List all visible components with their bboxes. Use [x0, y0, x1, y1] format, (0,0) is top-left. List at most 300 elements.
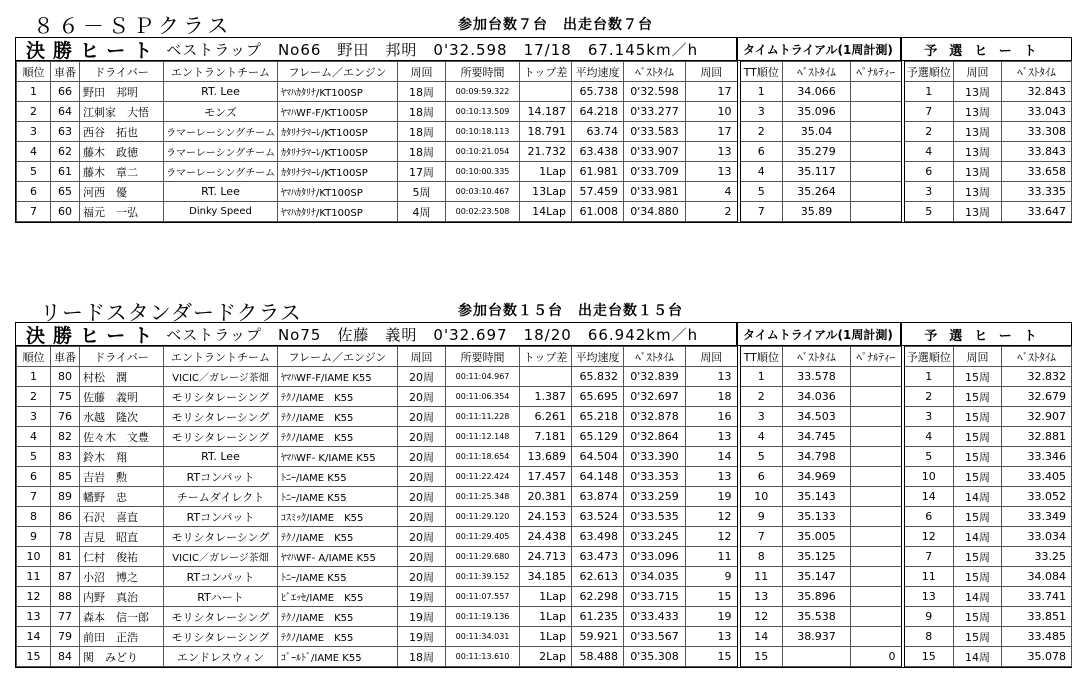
cell-best-time: 0'33.583: [624, 122, 686, 142]
cell-qual-position: 7: [903, 102, 954, 122]
results-table: [16, 61, 1072, 222]
cell-tt-position: 2: [739, 387, 783, 407]
cell-qual-laps: 15周: [954, 507, 1002, 527]
cell-car-number: 65: [51, 182, 80, 202]
cell-gap-to-top: 20.381: [520, 487, 572, 507]
cell-driver: 仁村 俊祐: [80, 547, 164, 567]
cell-laps: 5周: [398, 182, 446, 202]
cell-qual-best-time: 35.078: [1002, 647, 1072, 667]
cell-qual-position: 12: [903, 527, 954, 547]
cell-best-time: 0'32.598: [624, 82, 686, 102]
cell-car-number: 66: [51, 82, 80, 102]
cell-tt-best-time: 34.036: [783, 387, 851, 407]
cell-average-speed: 59.921: [572, 627, 624, 647]
column-header-tt-position: TT順位: [739, 347, 783, 367]
cell-qual-position: 13: [903, 587, 954, 607]
cell-best-lap-number: 12: [686, 507, 739, 527]
cell-driver: 藤木 章二: [80, 162, 164, 182]
table-row: [17, 102, 1072, 122]
cell-position: 5: [17, 162, 51, 182]
cell-position: 2: [17, 102, 51, 122]
cell-gap-to-top: 17.457: [520, 467, 572, 487]
cell-qual-position: 3: [903, 407, 954, 427]
cell-tt-position: 3: [739, 102, 783, 122]
cell-qual-laps: 15周: [954, 367, 1002, 387]
cell-frame-engine: ﾔﾏﾊｶﾀﾘﾅ/KT100SP: [278, 182, 398, 202]
cell-best-time: 0'33.709: [624, 162, 686, 182]
final-heat-header: [16, 38, 738, 60]
cell-tt-best-time: 34.969: [783, 467, 851, 487]
cell-position: 5: [17, 447, 51, 467]
cell-qual-laps: 13周: [954, 162, 1002, 182]
cell-best-lap-number: 13: [686, 627, 739, 647]
cell-frame-engine: ﾃｸﾉ/IAME K55: [278, 407, 398, 427]
table-row: [17, 182, 1072, 202]
cell-laps: 20周: [398, 547, 446, 567]
column-header-qual-position: 予選順位: [903, 347, 954, 367]
cell-qual-position: 6: [903, 162, 954, 182]
cell-penalty: [851, 142, 903, 162]
cell-laps: 18周: [398, 647, 446, 667]
cell-frame-engine: ﾔﾏﾊｶﾀﾘﾅ/KT100SP: [278, 82, 398, 102]
results-block-86sp: [15, 37, 1072, 223]
cell-qual-laps: 15周: [954, 627, 1002, 647]
class-title: リードスタンダードクラス: [40, 301, 302, 325]
cell-gap-to-top: 21.732: [520, 142, 572, 162]
cell-qual-laps: 13周: [954, 182, 1002, 202]
cell-car-number: 87: [51, 567, 80, 587]
column-header-qual-laps: 周回: [954, 347, 1002, 367]
cell-qual-position: 4: [903, 427, 954, 447]
column-header-qual-position: 予選順位: [903, 62, 954, 82]
cell-position: 1: [17, 82, 51, 102]
cell-average-speed: 64.218: [572, 102, 624, 122]
cell-qual-position: 5: [903, 447, 954, 467]
cell-frame-engine: ﾔﾏﾊｶﾀﾘﾅ/KT100SP: [278, 202, 398, 222]
column-header-penalty: ﾍﾟﾅﾙﾃｨｰ: [851, 347, 903, 367]
cell-total-time: 00:11:19.136: [446, 607, 520, 627]
cell-best-lap-number: 11: [686, 547, 739, 567]
cell-tt-best-time: 35.133: [783, 507, 851, 527]
cell-best-time: 0'33.433: [624, 607, 686, 627]
cell-average-speed: 61.981: [572, 162, 624, 182]
table-row: [17, 387, 1072, 407]
cell-car-number: 83: [51, 447, 80, 467]
cell-entrant-team: モンズ: [164, 102, 278, 122]
cell-penalty: [851, 627, 903, 647]
table-row: [17, 567, 1072, 587]
column-header-qual-laps: 周回: [954, 62, 1002, 82]
cell-frame-engine: ﾔﾏﾊWF-F/KT100SP: [278, 102, 398, 122]
cell-penalty: [851, 487, 903, 507]
cell-frame-engine: ﾃｸﾉ/IAME K55: [278, 527, 398, 547]
cell-total-time: 00:11:07.557: [446, 587, 520, 607]
cell-qual-position: 9: [903, 607, 954, 627]
cell-penalty: [851, 82, 903, 102]
cell-laps: 18周: [398, 102, 446, 122]
cell-tt-position: 5: [739, 182, 783, 202]
cell-best-lap-number: 19: [686, 487, 739, 507]
cell-frame-engine: ﾔﾏﾊWF- K/IAME K55: [278, 447, 398, 467]
cell-qual-position: 7: [903, 547, 954, 567]
qualifying-heat-label: 予選ヒート: [924, 328, 1049, 344]
cell-tt-best-time: 35.89: [783, 202, 851, 222]
cell-average-speed: 61.235: [572, 607, 624, 627]
cell-entrant-team: RTコンパット: [164, 567, 278, 587]
table-row: [17, 82, 1072, 102]
entries-count: 参加台数７台 出走台数７台: [458, 17, 653, 33]
cell-tt-best-time: 35.279: [783, 142, 851, 162]
cell-driver: 石沢 喜直: [80, 507, 164, 527]
cell-car-number: 60: [51, 202, 80, 222]
cell-tt-position: 6: [739, 467, 783, 487]
cell-qual-laps: 14周: [954, 587, 1002, 607]
table-row: [17, 162, 1072, 182]
cell-qual-position: 3: [903, 182, 954, 202]
cell-best-time: 0'33.390: [624, 447, 686, 467]
cell-qual-best-time: 33.349: [1002, 507, 1072, 527]
cell-tt-best-time: 34.503: [783, 407, 851, 427]
cell-tt-best-time: 35.264: [783, 182, 851, 202]
cell-position: 12: [17, 587, 51, 607]
column-header-row: [17, 347, 1072, 367]
cell-gap-to-top: 24.713: [520, 547, 572, 567]
cell-tt-best-time: 35.096: [783, 102, 851, 122]
cell-qual-position: 6: [903, 507, 954, 527]
best-lap-text: ベストラップ No66 野田 邦明 0'32.598 17/18 67.145km／h: [166, 40, 699, 59]
column-header-tt-best-time: ﾍﾞｽﾄﾀｲﾑ: [783, 347, 851, 367]
cell-average-speed: 64.504: [572, 447, 624, 467]
cell-laps: 18周: [398, 142, 446, 162]
cell-penalty: [851, 387, 903, 407]
cell-qual-best-time: 33.052: [1002, 487, 1072, 507]
cell-qual-position: 4: [903, 142, 954, 162]
cell-gap-to-top: 24.438: [520, 527, 572, 547]
cell-gap-to-top: 7.181: [520, 427, 572, 447]
cell-best-lap-number: 17: [686, 122, 739, 142]
cell-position: 7: [17, 202, 51, 222]
cell-best-lap-number: 13: [686, 162, 739, 182]
cell-qual-best-time: 32.907: [1002, 407, 1072, 427]
table-row: [17, 627, 1072, 647]
cell-car-number: 76: [51, 407, 80, 427]
table-row: [17, 427, 1072, 447]
cell-laps: 4周: [398, 202, 446, 222]
cell-qual-laps: 13周: [954, 202, 1002, 222]
cell-tt-best-time: 35.147: [783, 567, 851, 587]
cell-frame-engine: ﾔﾏﾊWF- A/IAME K55: [278, 547, 398, 567]
cell-laps: 19周: [398, 627, 446, 647]
column-header-entrant-team: エントラントチーム: [164, 62, 278, 82]
cell-car-number: 89: [51, 487, 80, 507]
column-header-tt-best-time: ﾍﾞｽﾄﾀｲﾑ: [783, 62, 851, 82]
column-header-gap-to-top: トップ差: [520, 62, 572, 82]
cell-best-time: 0'33.981: [624, 182, 686, 202]
cell-penalty: [851, 407, 903, 427]
cell-total-time: 00:11:34.031: [446, 627, 520, 647]
cell-best-lap-number: 19: [686, 607, 739, 627]
cell-average-speed: 62.613: [572, 567, 624, 587]
cell-total-time: 00:11:25.348: [446, 487, 520, 507]
cell-car-number: 64: [51, 102, 80, 122]
cell-qual-best-time: 33.034: [1002, 527, 1072, 547]
cell-total-time: 00:11:11.228: [446, 407, 520, 427]
table-row: [17, 467, 1072, 487]
table-row: [17, 607, 1072, 627]
column-header-row: [17, 62, 1072, 82]
cell-entrant-team: モリシタレーシング: [164, 627, 278, 647]
cell-driver: 野田 邦明: [80, 82, 164, 102]
cell-penalty: [851, 447, 903, 467]
cell-best-time: 0'33.353: [624, 467, 686, 487]
cell-best-lap-number: 14: [686, 447, 739, 467]
cell-qual-best-time: 33.308: [1002, 122, 1072, 142]
cell-qual-best-time: 32.881: [1002, 427, 1072, 447]
cell-qual-laps: 15周: [954, 467, 1002, 487]
cell-car-number: 78: [51, 527, 80, 547]
cell-qual-laps: 15周: [954, 407, 1002, 427]
cell-gap-to-top: 14Lap: [520, 202, 572, 222]
cell-tt-position: 7: [739, 527, 783, 547]
cell-penalty: [851, 547, 903, 567]
cell-laps: 18周: [398, 82, 446, 102]
cell-tt-best-time: 35.005: [783, 527, 851, 547]
table-row: [17, 487, 1072, 507]
cell-qual-best-time: 33.335: [1002, 182, 1072, 202]
cell-total-time: 00:11:29.120: [446, 507, 520, 527]
cell-position: 10: [17, 547, 51, 567]
cell-entrant-team: Dinky Speed: [164, 202, 278, 222]
cell-car-number: 88: [51, 587, 80, 607]
cell-driver: 西谷 拓也: [80, 122, 164, 142]
cell-qual-laps: 15周: [954, 607, 1002, 627]
column-header-position: 順位: [17, 347, 51, 367]
column-header-tt-position: TT順位: [739, 62, 783, 82]
cell-penalty: [851, 507, 903, 527]
cell-entrant-team: RT. Lee: [164, 447, 278, 467]
cell-position: 2: [17, 387, 51, 407]
cell-tt-best-time: 35.143: [783, 487, 851, 507]
cell-tt-position: 12: [739, 607, 783, 627]
cell-qual-best-time: 33.346: [1002, 447, 1072, 467]
column-header-gap-to-top: トップ差: [520, 347, 572, 367]
cell-total-time: 00:10:00.335: [446, 162, 520, 182]
cell-tt-position: 13: [739, 587, 783, 607]
cell-penalty: [851, 567, 903, 587]
cell-laps: 20周: [398, 407, 446, 427]
column-header-driver: ドライバー: [80, 62, 164, 82]
cell-tt-position: 5: [739, 447, 783, 467]
cell-best-time: 0'33.096: [624, 547, 686, 567]
cell-qual-position: 11: [903, 567, 954, 587]
column-header-best-time: ﾍﾞｽﾄﾀｲﾑ: [624, 347, 686, 367]
cell-gap-to-top: 34.185: [520, 567, 572, 587]
cell-frame-engine: ﾄﾆｰ/IAME K55: [278, 487, 398, 507]
cell-position: 4: [17, 142, 51, 162]
cell-position: 13: [17, 607, 51, 627]
cell-laps: 20周: [398, 447, 446, 467]
cell-car-number: 86: [51, 507, 80, 527]
cell-tt-best-time: [783, 647, 851, 667]
cell-driver: 前田 正浩: [80, 627, 164, 647]
cell-average-speed: 65.738: [572, 82, 624, 102]
cell-tt-best-time: 34.745: [783, 427, 851, 447]
cell-total-time: 00:11:13.610: [446, 647, 520, 667]
cell-qual-laps: 14周: [954, 527, 1002, 547]
cell-total-time: 00:11:39.152: [446, 567, 520, 587]
cell-tt-position: 11: [739, 567, 783, 587]
table-row: [17, 647, 1072, 667]
cell-gap-to-top: 6.261: [520, 407, 572, 427]
cell-total-time: 00:11:22.424: [446, 467, 520, 487]
cell-car-number: 84: [51, 647, 80, 667]
cell-tt-position: 6: [739, 142, 783, 162]
cell-position: 1: [17, 367, 51, 387]
cell-best-lap-number: 15: [686, 587, 739, 607]
cell-laps: 19周: [398, 587, 446, 607]
table-row: [17, 587, 1072, 607]
cell-qual-best-time: 34.084: [1002, 567, 1072, 587]
table-row: [17, 122, 1072, 142]
results-block-lead-standard: [15, 322, 1072, 668]
cell-penalty: [851, 162, 903, 182]
cell-qual-laps: 15周: [954, 447, 1002, 467]
column-header-position: 順位: [17, 62, 51, 82]
cell-entrant-team: モリシタレーシング: [164, 427, 278, 447]
cell-total-time: 00:10:18.113: [446, 122, 520, 142]
cell-total-time: 00:02:23.508: [446, 202, 520, 222]
cell-penalty: [851, 102, 903, 122]
cell-frame-engine: ﾄﾆｰ/IAME K55: [278, 567, 398, 587]
cell-best-time: 0'33.245: [624, 527, 686, 547]
column-header-qual-best-time: ﾍﾞｽﾄﾀｲﾑ: [1002, 347, 1072, 367]
cell-position: 3: [17, 407, 51, 427]
table-row: [17, 407, 1072, 427]
cell-penalty: [851, 587, 903, 607]
cell-entrant-team: RT. Lee: [164, 182, 278, 202]
cell-tt-best-time: 35.896: [783, 587, 851, 607]
cell-car-number: 62: [51, 142, 80, 162]
cell-penalty: [851, 467, 903, 487]
cell-frame-engine: ﾄﾆｰ/IAME K55: [278, 467, 398, 487]
cell-position: 4: [17, 427, 51, 447]
cell-entrant-team: モリシタレーシング: [164, 527, 278, 547]
cell-best-lap-number: 4: [686, 182, 739, 202]
cell-qual-position: 15: [903, 647, 954, 667]
cell-frame-engine: ｶﾀﾘﾅﾗﾏｰﾚ/KT100SP: [278, 122, 398, 142]
cell-car-number: 80: [51, 367, 80, 387]
cell-entrant-team: モリシタレーシング: [164, 407, 278, 427]
cell-qual-position: 14: [903, 487, 954, 507]
cell-average-speed: 63.473: [572, 547, 624, 567]
cell-position: 9: [17, 527, 51, 547]
cell-best-lap-number: 16: [686, 407, 739, 427]
cell-penalty: [851, 122, 903, 142]
cell-penalty: [851, 367, 903, 387]
cell-position: 6: [17, 467, 51, 487]
cell-position: 8: [17, 507, 51, 527]
cell-qual-position: 2: [903, 387, 954, 407]
cell-car-number: 61: [51, 162, 80, 182]
cell-driver: 吉見 昭直: [80, 527, 164, 547]
cell-total-time: 00:11:29.405: [446, 527, 520, 547]
cell-qual-best-time: 33.658: [1002, 162, 1072, 182]
cell-best-time: 0'32.864: [624, 427, 686, 447]
cell-car-number: 77: [51, 607, 80, 627]
cell-penalty: [851, 202, 903, 222]
cell-tt-position: 10: [739, 487, 783, 507]
cell-qual-best-time: 32.679: [1002, 387, 1072, 407]
cell-best-lap-number: 13: [686, 427, 739, 447]
column-header-frame-engine: フレーム／エンジン: [278, 347, 398, 367]
qualifying-heat-label: 予選ヒート: [924, 43, 1049, 59]
cell-tt-position: 4: [739, 427, 783, 447]
column-header-penalty: ﾍﾟﾅﾙﾃｨｰ: [851, 62, 903, 82]
table-row: [17, 447, 1072, 467]
column-header-frame-engine: フレーム／エンジン: [278, 62, 398, 82]
cell-car-number: 81: [51, 547, 80, 567]
cell-qual-best-time: 33.647: [1002, 202, 1072, 222]
cell-qual-laps: 15周: [954, 567, 1002, 587]
results-table: [16, 346, 1072, 667]
cell-total-time: 00:11:04.967: [446, 367, 520, 387]
cell-frame-engine: ﾃｸﾉ/IAME K55: [278, 627, 398, 647]
cell-laps: 20周: [398, 527, 446, 547]
cell-average-speed: 65.832: [572, 367, 624, 387]
cell-qual-position: 10: [903, 467, 954, 487]
cell-best-time: 0'33.535: [624, 507, 686, 527]
cell-driver: 福元 一弘: [80, 202, 164, 222]
cell-gap-to-top: 14.187: [520, 102, 572, 122]
cell-frame-engine: ｶﾀﾘﾅﾗﾏｰﾚ/KT100SP: [278, 162, 398, 182]
column-header-entrant-team: エントラントチーム: [164, 347, 278, 367]
cell-qual-best-time: 33.405: [1002, 467, 1072, 487]
cell-best-lap-number: 2: [686, 202, 739, 222]
cell-driver: 村松 潤: [80, 367, 164, 387]
cell-frame-engine: ﾔﾏﾊWF-F/IAME K55: [278, 367, 398, 387]
heat-label: 決勝ヒート: [26, 324, 161, 345]
cell-laps: 20周: [398, 487, 446, 507]
cell-position: 3: [17, 122, 51, 142]
cell-qual-best-time: 33.741: [1002, 587, 1072, 607]
cell-laps: 20周: [398, 427, 446, 447]
table-row: [17, 547, 1072, 567]
cell-best-time: 0'33.907: [624, 142, 686, 162]
cell-qual-best-time: 33.485: [1002, 627, 1072, 647]
time-trial-label: タイムトライアル(1周計測): [738, 323, 902, 345]
cell-total-time: 00:11:12.148: [446, 427, 520, 447]
cell-average-speed: 61.008: [572, 202, 624, 222]
cell-laps: 17周: [398, 162, 446, 182]
cell-tt-best-time: 35.04: [783, 122, 851, 142]
cell-tt-best-time: 38.937: [783, 627, 851, 647]
cell-tt-position: 2: [739, 122, 783, 142]
cell-car-number: 82: [51, 427, 80, 447]
cell-total-time: 00:10:21.054: [446, 142, 520, 162]
column-header-best-lap-number: 周回: [686, 62, 739, 82]
cell-best-time: 0'34.035: [624, 567, 686, 587]
cell-driver: 佐々木 文豊: [80, 427, 164, 447]
cell-best-time: 0'34.880: [624, 202, 686, 222]
column-header-laps: 周回: [398, 347, 446, 367]
cell-total-time: 00:11:29.680: [446, 547, 520, 567]
cell-tt-position: 4: [739, 162, 783, 182]
cell-best-lap-number: 10: [686, 102, 739, 122]
column-header-total-time: 所要時間: [446, 62, 520, 82]
cell-position: 15: [17, 647, 51, 667]
cell-total-time: 00:10:13.509: [446, 102, 520, 122]
cell-qual-best-time: 33.843: [1002, 142, 1072, 162]
